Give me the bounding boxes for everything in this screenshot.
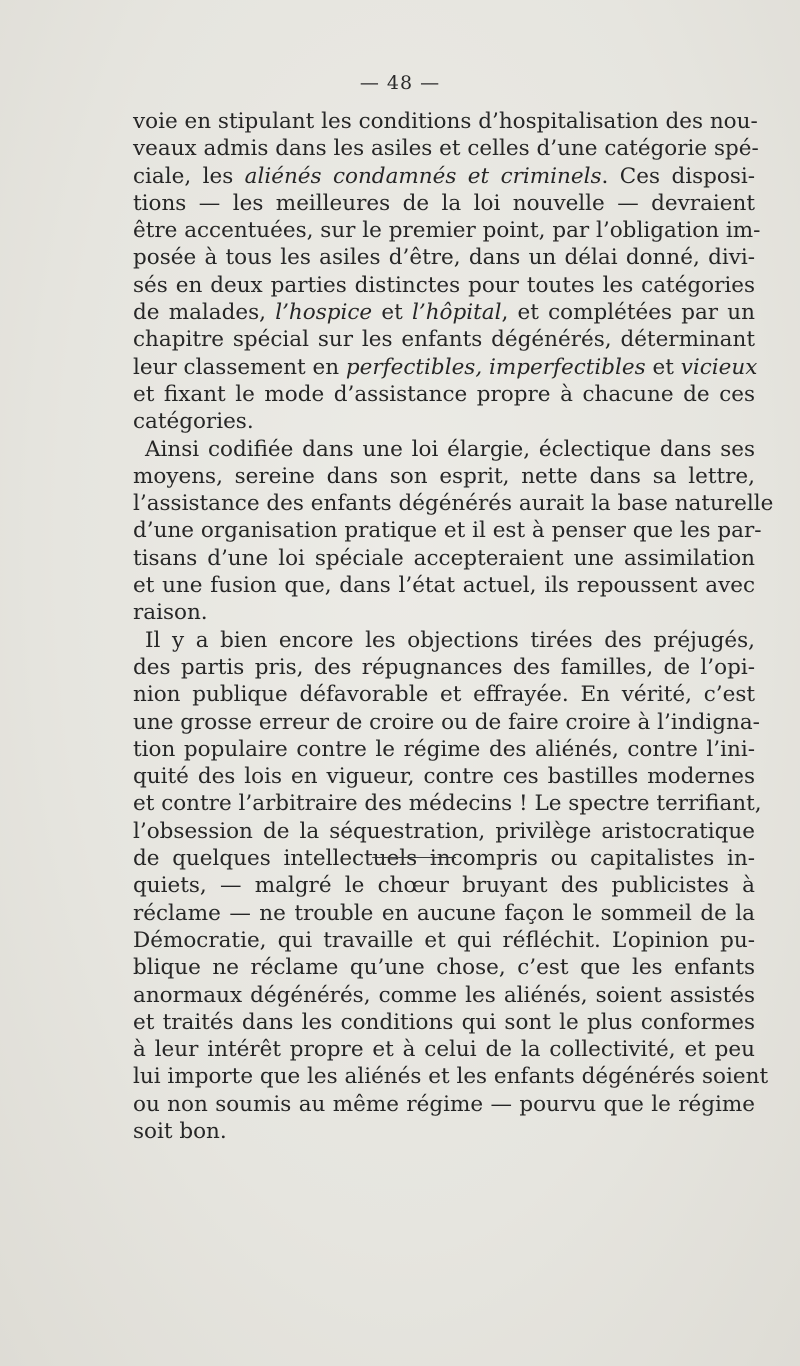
text-line [133,1009,755,1036]
italic-text: l’hospice [275,300,373,326]
text-run: et contre l’arbitraire des médecins ! Le spectre terrifiant, [133,791,762,817]
text-line [133,463,755,490]
text-line [133,845,755,872]
paragraph [133,436,774,627]
text-run: ciale, les [133,163,245,189]
text-line [133,354,758,381]
text-run: moyens, sereine dans son esprit, nette dans sa lettre, [133,463,755,489]
text-line [133,900,755,927]
italic-text: l’hôpital [411,300,502,326]
text-line [133,1036,755,1063]
text-line [133,681,755,708]
text-run: quité des lois en vigueur, contre ces bastilles modernes [133,764,755,790]
text-line [133,436,755,463]
body-text [133,108,774,1145]
text-line [133,108,758,135]
text-run: de malades, [133,300,276,326]
text-line [133,326,755,353]
text-line [133,709,760,736]
text-line [133,244,755,271]
text-run: anormaux dégénérés, comme les aliénés, soient assistés [133,982,755,1008]
text-line [133,299,755,326]
text-run: voie en stipulant les conditions d’hospitalisation des nou- [133,109,758,134]
text-line [133,927,755,954]
text-line [133,572,755,599]
text-line [133,1091,755,1118]
text-line [133,627,755,654]
text-line [133,163,755,190]
text-run: chapitre spécial sur les enfants dégénérés, déterminant [133,327,755,353]
text-run: l’assistance des enfants dégénérés aurait la base naturelle [133,491,774,517]
text-line [133,736,755,763]
text-run: tisans d’une loi spéciale accepteraient une assimilation [133,545,755,571]
text-run: et fixant le mode d’assistance propre à chacune de ces [133,381,755,407]
text-run: Démocratie, qui travaille et qui réfléchit. L’opinion pu- [133,927,755,953]
text-line [133,1063,769,1090]
text-line [133,982,755,1009]
text-run: lui importe que les aliénés et les enfants dégénérés soient [133,1064,769,1090]
text-run: posée à tous les asiles d’être, dans un délai donné, divi- [133,245,755,271]
text-line [133,790,762,817]
text-run: d’une organisation pratique et il est à penser que les par- [133,518,762,544]
text-run: tions — les meilleures de la loi nouvelle — devraient [133,190,755,216]
text-line [133,381,755,408]
text-line [133,954,755,981]
text-line [133,517,762,544]
italic-text: aliénés condamnés et criminels [244,163,602,189]
text-run: raison. [133,600,208,626]
text-run: sés en deux parties distinctes pour toutes les catégories [133,272,755,298]
text-run: . Ces disposi- [601,163,755,189]
text-run: réclame — ne trouble en aucune façon le sommeil de la [133,900,755,926]
text-run: soit bon. [133,1118,227,1144]
paragraph [133,627,769,1146]
text-line [133,190,755,217]
text-line [133,872,755,899]
text-run: et [645,354,681,380]
text-run: l’obsession de la séquestration, privilège aristocratique [133,818,755,844]
text-run: et une fusion que, dans l’état actuel, ils repoussent avec [133,573,755,599]
page-number: — 48 — [359,72,441,94]
text-line [133,272,755,299]
text-run: Ainsi codifiée dans une loi élargie, éclectique dans ses [145,436,755,462]
text-run: et traités dans les conditions qui sont le plus conformes [133,1009,755,1035]
text-line [133,1118,755,1145]
text-line [133,599,755,626]
text-line [133,818,755,845]
text-line [133,490,774,517]
text-run: catégories. [133,409,254,435]
text-line [133,217,761,244]
text-line [133,654,755,681]
italic-text: vicieux [680,354,758,380]
text-run: ou non soumis au même régime — pourvu que le régime [133,1091,755,1117]
text-run: et [372,300,412,326]
italic-text: perfectibles, imperfectibles [345,354,646,380]
text-run: veaux admis dans les asiles et celles d’une catégorie spé- [133,136,759,162]
text-line [133,135,759,162]
text-run: des partis pris, des répugnances des familles, de l’opi- [133,654,755,680]
text-run: une grosse erreur de croire ou de faire croire à l’indigna- [133,709,760,735]
text-run: leur classement en [133,354,346,380]
text-run: à leur intérêt propre et à celui de la collectivité, et peu [133,1037,755,1063]
text-line [133,763,755,790]
text-line [133,408,755,435]
text-run: tion populaire contre le régime des aliénés, contre l’ini- [133,736,755,762]
text-run: être accentuées, sur le premier point, par l’obligation im- [133,218,761,244]
text-run: , et complétées par un [501,300,755,326]
paragraph [133,108,761,436]
end-rule [372,857,456,858]
text-run: Il y a bien encore les objections tirées des préjugés, [145,627,755,653]
text-run: quiets, — malgré le chœur bruyant des publicistes à [133,873,755,899]
text-run: blique ne réclame qu’une chose, c’est que les enfants [133,955,755,981]
text-run: de quelques intellectuels incompris ou capitalistes in- [133,846,755,872]
text-run: nion publique défavorable et effrayée. En vérité, c’est [133,682,755,708]
text-line [133,545,755,572]
